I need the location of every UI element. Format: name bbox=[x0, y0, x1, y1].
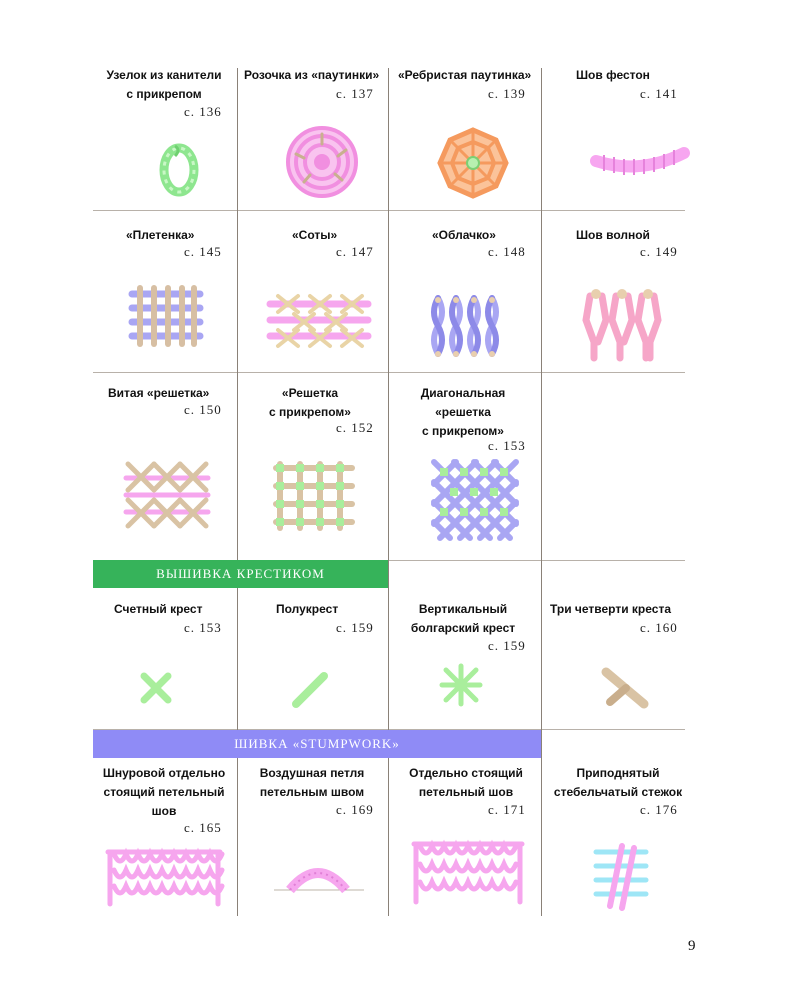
stitch-title: Три четверти креста bbox=[550, 602, 672, 616]
stitch-title: Розочка из «паутинки» bbox=[244, 68, 380, 82]
stitch-page-ref: с. 148 bbox=[488, 244, 526, 259]
stitch-title: «Соты» bbox=[292, 228, 338, 242]
honeycomb-icon bbox=[268, 290, 372, 352]
page-number: 9 bbox=[688, 938, 696, 954]
stitch-page-ref: с. 147 bbox=[336, 244, 374, 259]
column-divider bbox=[388, 68, 389, 560]
stitch-page-ref: с. 169 bbox=[336, 802, 374, 817]
ribbed-web-icon bbox=[436, 126, 510, 200]
stitch-page-ref: с. 165 bbox=[184, 820, 222, 835]
stitch-title: Узелок из канители с прикрепом bbox=[106, 68, 222, 101]
couched-lattice-icon bbox=[272, 462, 356, 532]
stitch-page-ref: с. 153 bbox=[488, 438, 526, 453]
divider-row2 bbox=[93, 372, 685, 373]
stitch-page-ref: с. 160 bbox=[640, 620, 678, 635]
column-divider bbox=[541, 730, 542, 916]
stitch-page-ref: с. 141 bbox=[640, 86, 678, 101]
stitch-page-ref: с. 176 bbox=[640, 802, 678, 817]
spider-web-rose-icon bbox=[282, 122, 362, 202]
detached-buttonhole-icon bbox=[410, 838, 526, 906]
stitch-page-ref: с. 159 bbox=[488, 638, 526, 653]
stitch-title: Вертикальный болгарский крест bbox=[410, 602, 516, 635]
detached-buttonhole-icon bbox=[104, 846, 224, 910]
column-divider bbox=[388, 758, 389, 916]
column-divider bbox=[237, 68, 238, 560]
stitch-page-ref: с. 139 bbox=[488, 86, 526, 101]
basket-weave-icon bbox=[128, 286, 204, 348]
stitch-title: Счетный крест bbox=[114, 602, 203, 616]
stitch-page-ref: с. 136 bbox=[184, 104, 222, 119]
stitch-title: «Решетка с прикрепом» bbox=[269, 386, 351, 419]
stitch-page-ref: с. 152 bbox=[336, 420, 374, 435]
stitch-title: Витая «решетка» bbox=[108, 386, 210, 400]
stitch-title: Диагональная «решетка с прикрепом» bbox=[420, 386, 506, 438]
section-banner-cross-stitch: ВЫШИВКА КРЕСТИКОМ bbox=[93, 560, 388, 588]
three-quarter-cross-icon bbox=[602, 668, 648, 708]
double-cross-icon bbox=[440, 664, 482, 706]
stitch-title: Полукрест bbox=[276, 602, 339, 616]
column-divider bbox=[388, 560, 389, 730]
wave-stitch-icon bbox=[582, 288, 662, 364]
stitch-title: «Ребристая паутинка» bbox=[398, 68, 532, 82]
stitch-title: «Облачко» bbox=[432, 228, 496, 242]
stitch-title: Воздушная петля петельным швом bbox=[259, 766, 365, 799]
bullion-knot-icon bbox=[150, 140, 210, 200]
stitch-title: Шов фестон bbox=[576, 68, 650, 82]
diagonal-lattice-icon bbox=[430, 458, 520, 540]
stitch-title: Шов волной bbox=[576, 228, 650, 242]
column-divider bbox=[237, 758, 238, 916]
stitch-page-ref: с. 150 bbox=[184, 402, 222, 417]
stitch-title: «Плетенка» bbox=[126, 228, 195, 242]
column-divider bbox=[237, 588, 238, 730]
section-banner-stumpwork: ШИВКА «STUMPWORK» bbox=[93, 730, 541, 758]
divider-row1 bbox=[93, 210, 685, 211]
stitch-page-ref: с. 137 bbox=[336, 86, 374, 101]
scallop-stitch-icon bbox=[590, 145, 690, 185]
stitch-title: Приподнятый стебельчатый стежок bbox=[553, 766, 683, 799]
half-cross-icon bbox=[292, 672, 328, 708]
cloud-filling-icon bbox=[430, 294, 506, 360]
stitch-page-ref: с. 149 bbox=[640, 244, 678, 259]
stitch-page-ref: с. 171 bbox=[488, 802, 526, 817]
twisted-lattice-icon bbox=[124, 460, 210, 530]
stitch-title: Шнуровой отдельно стоящий петельный шов bbox=[102, 766, 226, 818]
column-divider bbox=[541, 68, 542, 560]
raised-stem-stitch-icon bbox=[592, 842, 650, 912]
stitch-page-ref: с. 153 bbox=[184, 620, 222, 635]
cross-stitch-icon bbox=[140, 672, 172, 704]
stitch-page-ref: с. 145 bbox=[184, 244, 222, 259]
buttonhole-loop-icon bbox=[272, 860, 366, 894]
stitch-title: Отдельно стоящий петельный шов bbox=[409, 766, 523, 799]
stitch-page-ref: с. 159 bbox=[336, 620, 374, 635]
column-divider bbox=[541, 560, 542, 730]
